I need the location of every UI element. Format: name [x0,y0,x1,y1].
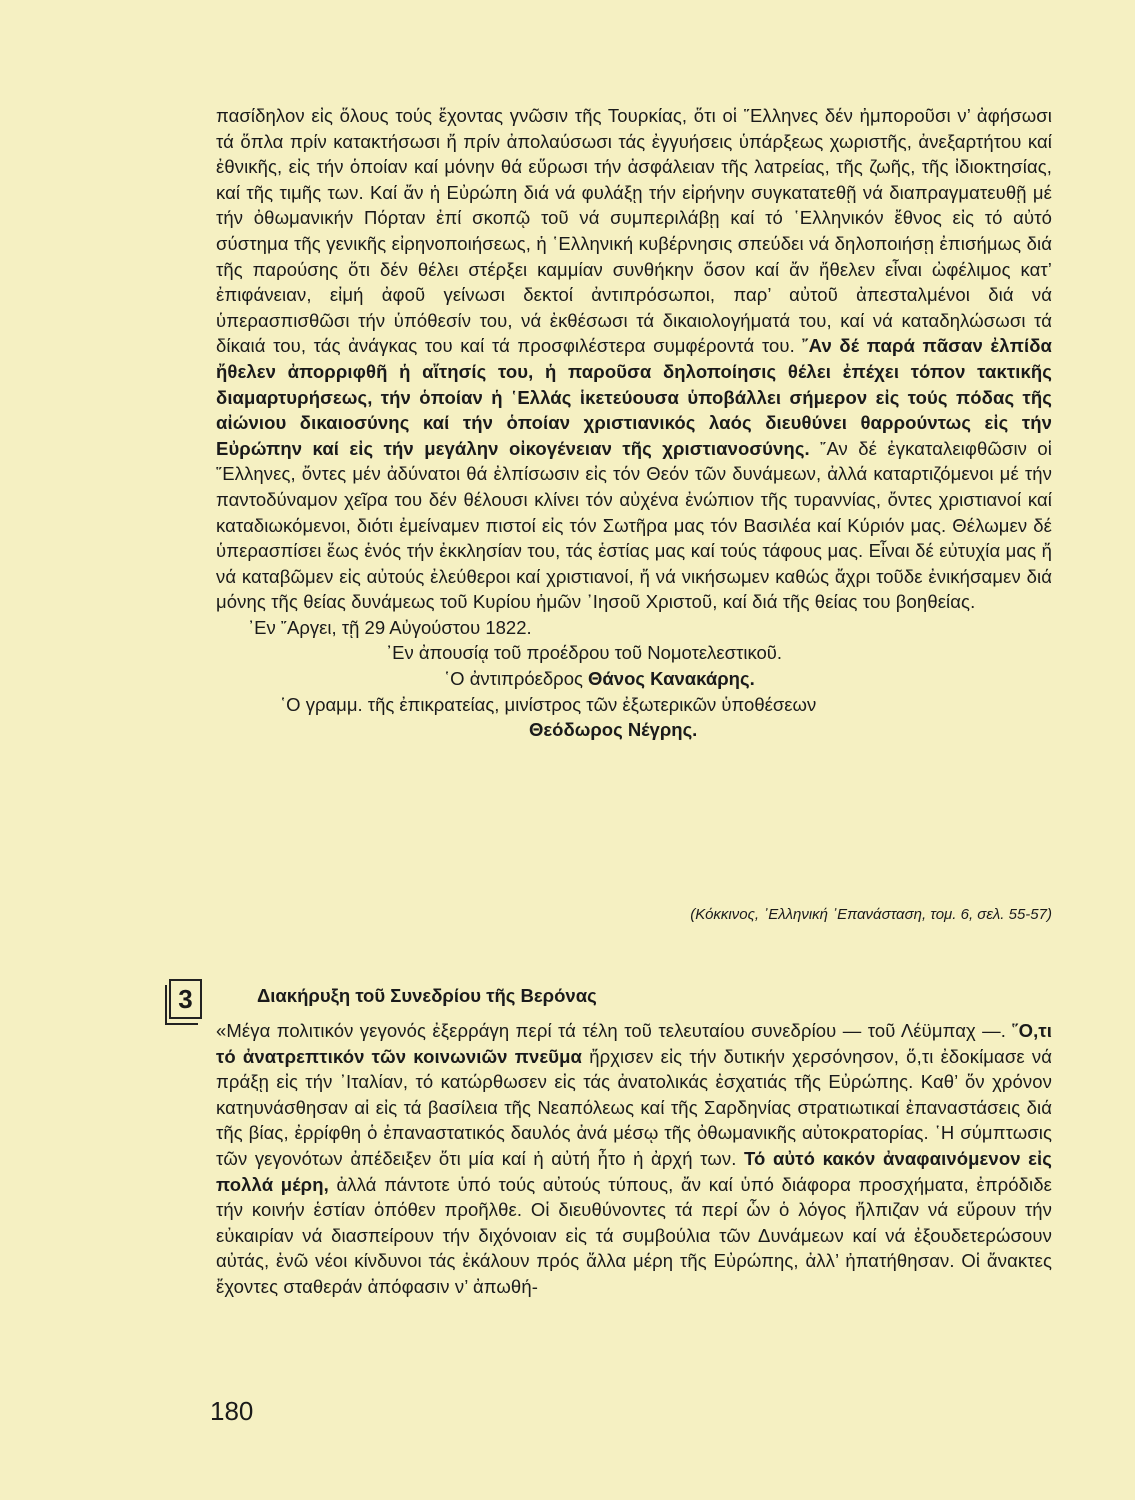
verona-text-part3: ἀλλά πάντοτε ὑπό τούς αὐτούς τύπους, ἄν καί ὑπό διάφορα προσχήματα, ἐπρόδιδε τήν κοινήν ἑστίαν ὁπόθεν προῆλθε. Οἱ διευθύνοντες τά περί ὧν ὁ λόγος ἤλπιζαν νά εὕρουν τήν εὐκαιρίαν νά διασπείρουν τήν διχόνοιαν εἰς τά συμβούλια τῶν Δυνάμεων καί νά ἐξουδετερώσουν αὐτάς, ἐνῶ νέοι κίνδυνοι τάς ἐκάλουν πρός ἄλλα μέρη τῆς Εὐρώπης, ἀλλ’ ἠπατήθησαν. Οἱ ἄνακτες ἔχοντες σταθεράν ἀπόφασιν ν’ ἀπωθή- [216,1173,1053,1297]
secretary-name: Θεόδωρος Νέγρης. [529,719,698,741]
verona-bold-1: ῞Ο,τι τό ἀνατρεπτικόν τῶν κοινωνιῶν πνεῦμα [216,1020,1052,1067]
page-number: 180 [210,1396,254,1426]
verona-bold-2: Τό αὐτό κακόν ἀναφαινόμενον εἰς πολλά μέρη, [216,1147,1052,1195]
paragraph-text-part1: πασίδηλον εἰς ὅλους τούς ἔχοντας γνῶσιν τῆς Τουρκίας, ὅτι οἱ ῞Ελληνες δέν ἠμποροῦσι ν’ ἀφήσωσι τά ὅπλα πρίν κατακτήσωσι ἤ πρίν ἀπολαύσωσι τάς ἐγγυήσεις ὑπάρξεως χωριστῆς, ἀνεξαρτήτου καί ἐθνικῆς, εἰς τήν ὁποίαν καί μόνην θά εὕρωσι τήν ἀσφάλειαν τῆς λατρείας, τῆς ζωῆς, τῆς ἰδιοκτησίας, καί τῆς τιμῆς των. Καί ἄν ἡ Εὐρώπη διά νά φυλάξῃ τήν εἰρήνην συγκατατεθῇ νά διαπραγματευθῇ μέ τήν ὀθωμανικήν Πόρταν ἐπί σκοπῷ τοῦ νά συμπεριλάβῃ καί τό ῾Ελληνικόν ἔθνος εἰς τό αὐτό σύστημα τῆς γενικῆς εἰρηνοποιήσεως, ἡ ῾Ελληνική κυβέρνησις σπεύδει νά δηλοποιήσῃ ἐπισήμως διά τῆς παρούσης ὅτι δέν θέλει στέρξει καμμίαν συνθήκην ὅσον καί ἄν ἤθελεν εἶναι ὠφέλιμος κατ’ ἐπιφάνειαν, εἰμή ἀφοῦ γείνωσι δεκτοί ἀντιπρόσωποι, παρ’ αὐτοῦ ἀπεσταλμένοι διά νά ὑπερασπισθῶσι τήν ὑπόθεσίν του, νά ἐκθέσωσι τά δικαιολογήματά του, καί νά καταδηλώσωσι τά δίκαιά του, τάς ἀνάγκας του καί τά προσφιλέστερα συμφέροντά του. [216,105,1052,357]
verona-paragraph [216,1018,1052,1300]
verona-text-part1: «Μέγα πολιτικόν γεγονός ἐξερράγη περί τά τέλη τοῦ τελευταίου συνεδρίου — τοῦ Λέϋμπαχ —. [216,1020,1013,1041]
secretary-line: ῾Ο γραμμ. τῆς ἐπικρατείας, μινίστρος τῶν ἐξωτερικῶν ὑποθέσεων [280,693,817,715]
secretary-name-line [216,717,1052,743]
signature-date: ᾿Εν ῎Αργει, τῇ 29 Αὐγούστου 1822. [248,616,532,638]
signature-block [216,615,1052,743]
main-text-column [216,103,1052,743]
vice-president-line [216,666,1052,692]
section-text-column [216,1018,1052,1300]
section-title: Διακήρυξη τοῦ Συνεδρίου τῆς Βερόνας [257,985,597,1006]
paragraph-text-part2: ῎Αν δέ ἐγκαταλειφθῶσιν οἱ ῞Ελληνες, ὄντες μέν ἀδύνατοι θά ἐλπίσωσιν εἰς τόν Θεόν τῶν δυνάμεων, ἀλλά καταρτιζόμενοι μέ τήν παντοδύναμον χεῖρα του δέν θέλουσι κλίνει τόν αὐχένα ἐνώπιον τῆς τυραννίας, ὄντες χριστιανοί καί καταδιωκόμενοι, διότι ἐμείναμεν πιστοί εἰς τόν Σωτῆρα μας τόν Βασιλέα καί Κύριόν μας. Θέλωμεν δέ ὑπερασπίσει ἕως ἑνός τήν ἐκκλησίαν του, τάς ἑστίας μας καί τούς τάφους μας. Εἶναι δέ εὐτυχία μας ἤ νά καταβῶμεν εἰς αὐτούς ἐλεύθεροι καί χριστιανοί, ἤ νά νικήσωμεν καθώς ἄχρι τοῦδε ἐνικήσαμεν διά μόνης τῆς θείας δυνάμεως τοῦ Κυρίου ἡμῶν ᾿Ιησοῦ Χριστοῦ, καί διά τῆς θείας του βοηθείας. [216,437,1052,613]
vice-president-name: Θάνος Κανακάρης. [588,668,755,690]
signature-absence-line: ᾿Εν ἀπουσίᾳ τοῦ προέδρου τοῦ Νομοτελεστικοῦ. [386,642,783,664]
vice-president-label: ῾Ο ἀντιπρόεδρος [444,668,583,690]
source-citation: (Κόκκινος, ᾿Ελληνική ᾿Επανάσταση, τομ. 6, σελ. 55-57) [690,906,1052,923]
verona-text-part2: ἤρχισεν εἰς τήν δυτικήν χερσόνησον, ὅ,τι ἐδοκίμασε νά πράξῃ εἰς τήν ᾿Ιταλίαν, τό κατώρθωσεν εἰς τάς ἀνατολικάς ἐσχατιάς τῆς Εὐρώπης. Καθ’ ὅν χρόνον κατηυνάσθησαν αἱ εἰς τά βασίλεια τῆς Νεαπόλεως καί τῆς Σαρδηνίας στρατιωτικαί ἐπαναστάσεις διά τῆς βίας, ἐρρίφθη ὁ ἐπαναστατικός δαυλός ἀνά μέσῳ τῆς ὀθωμανικῆς αὐτοκρατορίας. ῾Η σύμπτωσις τῶν γεγονότων ἀπέδειξεν ὅτι μία καί ἡ αὐτή ἦτο ἡ ἀρχή των. [216,1045,1053,1169]
paragraph-bold-text: ῎Αν δέ παρά πᾶσαν ἐλπίδα ἤθελεν ἀπορριφθῆ ἡ αἴτησίς του, ἡ παροῦσα δηλοποίησις θέλει ἐπέχει τόπον τακτικῆς διαμαρτυρήσεως, τήν ὁποίαν ἡ ῾Ελλάς ἱκετεύουσα ὑποβάλλει σήμερον εἰς τούς πόδας τῆς αἰώνιου δικαιοσύνης καί τήν ὁποίαν χριστιανικός λαός διευθύνει θαρρούντως εἰς τήν Εὐρώπην καί εἰς τήν μεγάλην οἰκογένειαν τῆς χριστιανοσύνης. [216,335,1052,459]
section-number-box: 3 [169,979,202,1019]
declaration-paragraph [216,103,1052,615]
